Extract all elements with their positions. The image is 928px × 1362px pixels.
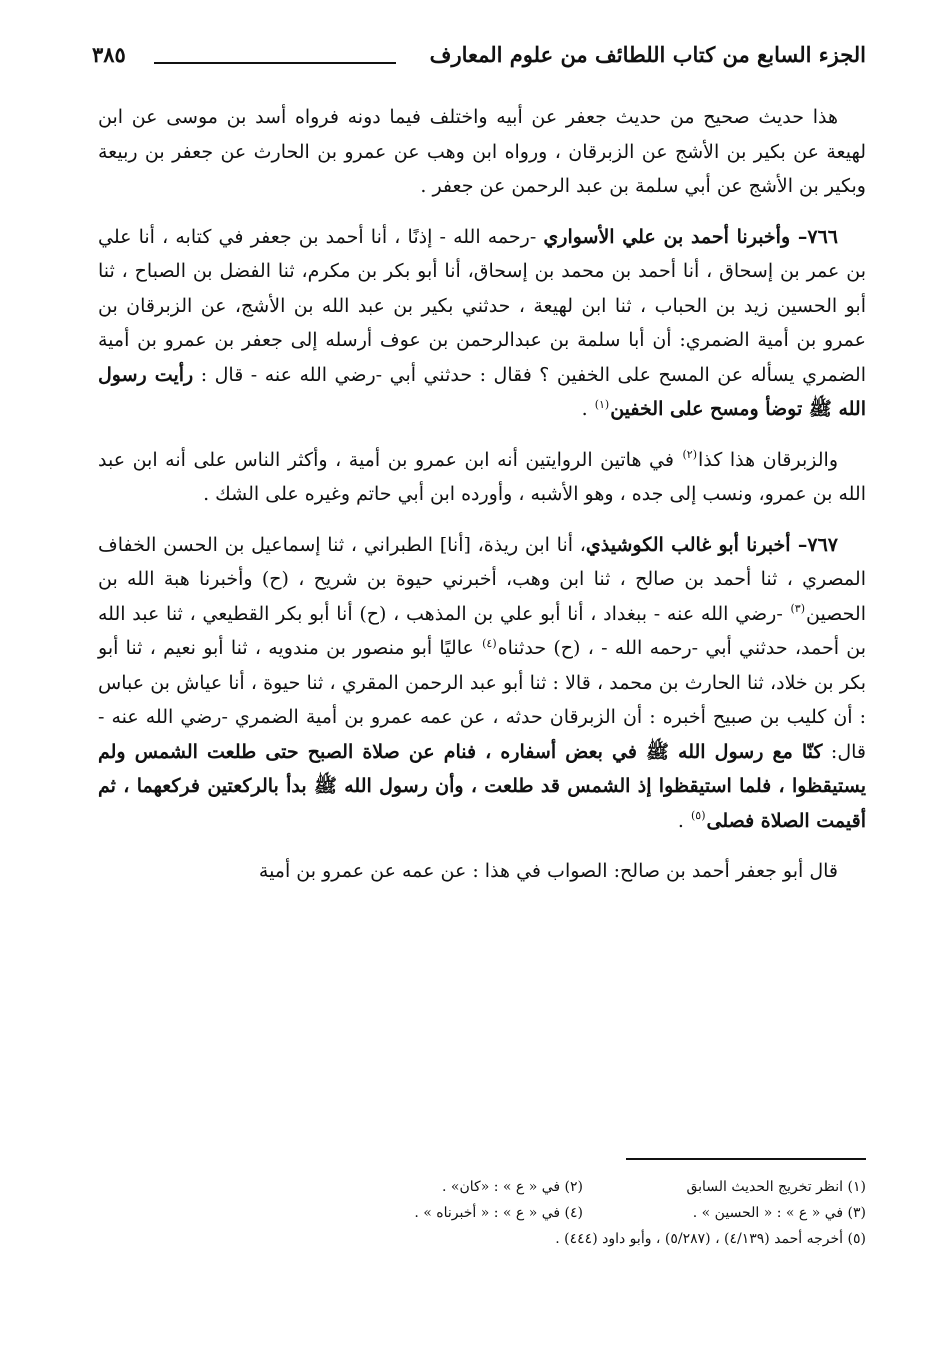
footnote-ref-2[interactable]: (٢) (682, 448, 697, 462)
hadith-767-end: . (677, 809, 690, 832)
running-header (92, 42, 866, 78)
paragraph-zibriqan (98, 443, 866, 512)
hadith-767-matn: كنّا مع رسول الله ﷺ في بعض أسفاره ، فنام عن صلاة الصبح حتى طلعت الشمس ولم يستيقظوا ، فلما استيقظوا إذ الشمس قد طلعت ، وأن رسول الله ﷺ بدأ بالركعتين فركعهما ، ثم أقيمت الصلاة فصلى (98, 740, 866, 832)
hadith-766 (98, 220, 866, 427)
body-text (98, 100, 866, 889)
footnote-2: (٢) في « ع » : «كان» . (442, 1179, 583, 1195)
paragraph-intro (98, 100, 866, 204)
footnote-ref-1[interactable]: (١) (594, 397, 610, 411)
footnote-ref-4[interactable]: (٤) (482, 636, 497, 650)
hadith-767-isnad-c: عاليًا أبو منصور بن مندويه ، ثنا أبو نعيم ، ثنا أبو بكر بن خلاد، ثنا الحارث بن محمد ، قالا : ثنا أبو عبد الرحمن المقري ، ثنا حيوة ، أنا عياش بن عباس : أن كليب بن صبيح أخبره : أن الزبرقان حدثه ، عن عمه عمرو بن أمية الضمري -رضي الله عنه - قال: (98, 637, 867, 763)
hadith-766-isnad: -رحمه الله - إذنًا ، أنا أحمد بن جعفر في كتابه ، أنا علي بن عمر بن إسحاق ، أنا أحمد بن محمد بن إسحاق، أنا أبو بكر بن مكرم، ثنا الفضل بن الصباح ، ثنا أبو الحسين زيد بن الحباب ، ثنا ابن لهيعة ، حدثني بكير بن عبد الله بن الأشج، عن الزبرقان بن عمرو بن أمية الضمري: أن أبا سلمة بن عبدالرحمن بن عوف أرسله إلى جعفر بن عمرو بن أمية الضمري يسأله عن المسح على الخفين ؟ فقال : حدثني أبي -رضي الله عنه - قال : (98, 225, 866, 386)
footnote-4: (٤) في « ع » : « أخبرناه » . (414, 1205, 583, 1221)
hadith-766-end: . (581, 398, 594, 420)
hadith-767-isnad-a: ، أنا ابن ريذة، [أنا] الطبراني ، ثنا إسماعيل بن الحسن الخفاف المصري ، ثنا أحمد بن صالح ، ثنا ابن وهب، أخبرني حيوة بن شريح ، (ح) وأخبرنا هبة الله بن الحصين (98, 533, 866, 625)
footnote-row-2 (300, 1200, 866, 1226)
footnote-3: (٣) في « ع » : « الحسين » . (692, 1205, 866, 1221)
hadith-767-number: ٧٦٧– أخبرنا أبو غالب الكوشيذي (585, 533, 838, 556)
paragraph-last (98, 854, 866, 889)
footnotes (300, 1174, 866, 1252)
paragraph-last-text: قال أبو جعفر أحمد بن صالح: الصواب في هذا : عن عمه عن عمرو بن أمية (258, 860, 838, 882)
page-number: ٣٨٥ (92, 42, 126, 67)
footnote-5: (٥) أخرجه أحمد (٤/١٣٩) ، (٥/٢٨٧) ، وأبو داود (٤٤٤) . (555, 1231, 866, 1247)
footnote-row-1 (300, 1174, 866, 1200)
footnote-ref-5[interactable]: (٥) (690, 809, 706, 823)
hadith-767 (98, 528, 866, 839)
hadith-767-isnad-b: -رضي الله عنه - ببغداد ، أنا أبو علي بن المذهب ، (ح) أنا أبو بكر القطيعي ، ثنا عبد الله بن أحمد، حدثني أبي -رحمه الله - ، (ح) حدثناه (98, 602, 866, 659)
paragraph-zibriqan-text-b: في هاتين الروايتين أنه ابن عمرو بن أمية ، وأكثر الناس على أنه ابن عبد الله بن عمرو، ونسب إلى جده ، وهو الأشبه ، وأورده ابن أبي حاتم وغيره على الشك . (98, 448, 866, 505)
header-rule (154, 62, 396, 64)
paragraph-intro-text: هذا حديث صحيح من حديث جعفر عن أبيه واختلف فيما دونه فرواه أسد بن موسى عن ابن لهيعة عن بكير بن الأشج عن الزبرقان ، ورواه ابن وهب عن عمرو بن الحارث عن جعفر بن ربيعة وبكير بن الأشج عن أبي سلمة بن عبد الرحمن عن جعفر . (98, 106, 866, 197)
hadith-766-number: ٧٦٦– وأخبرنا أحمد بن علي الأسواري (543, 225, 838, 248)
header-title: الجزء السابع من كتاب اللطائف من علوم المعارف (429, 42, 866, 67)
footnote-rule (626, 1158, 866, 1160)
hadith-766-matn: رأيت رسول الله ﷺ توضأ ومسح على الخفين (98, 363, 866, 420)
footnote-ref-3[interactable]: (٣) (790, 602, 805, 616)
footnote-1: (١) انظر تخريج الحديث السابق (686, 1179, 866, 1195)
paragraph-zibriqan-text-a: والزبرقان هذا كذا (698, 448, 838, 471)
